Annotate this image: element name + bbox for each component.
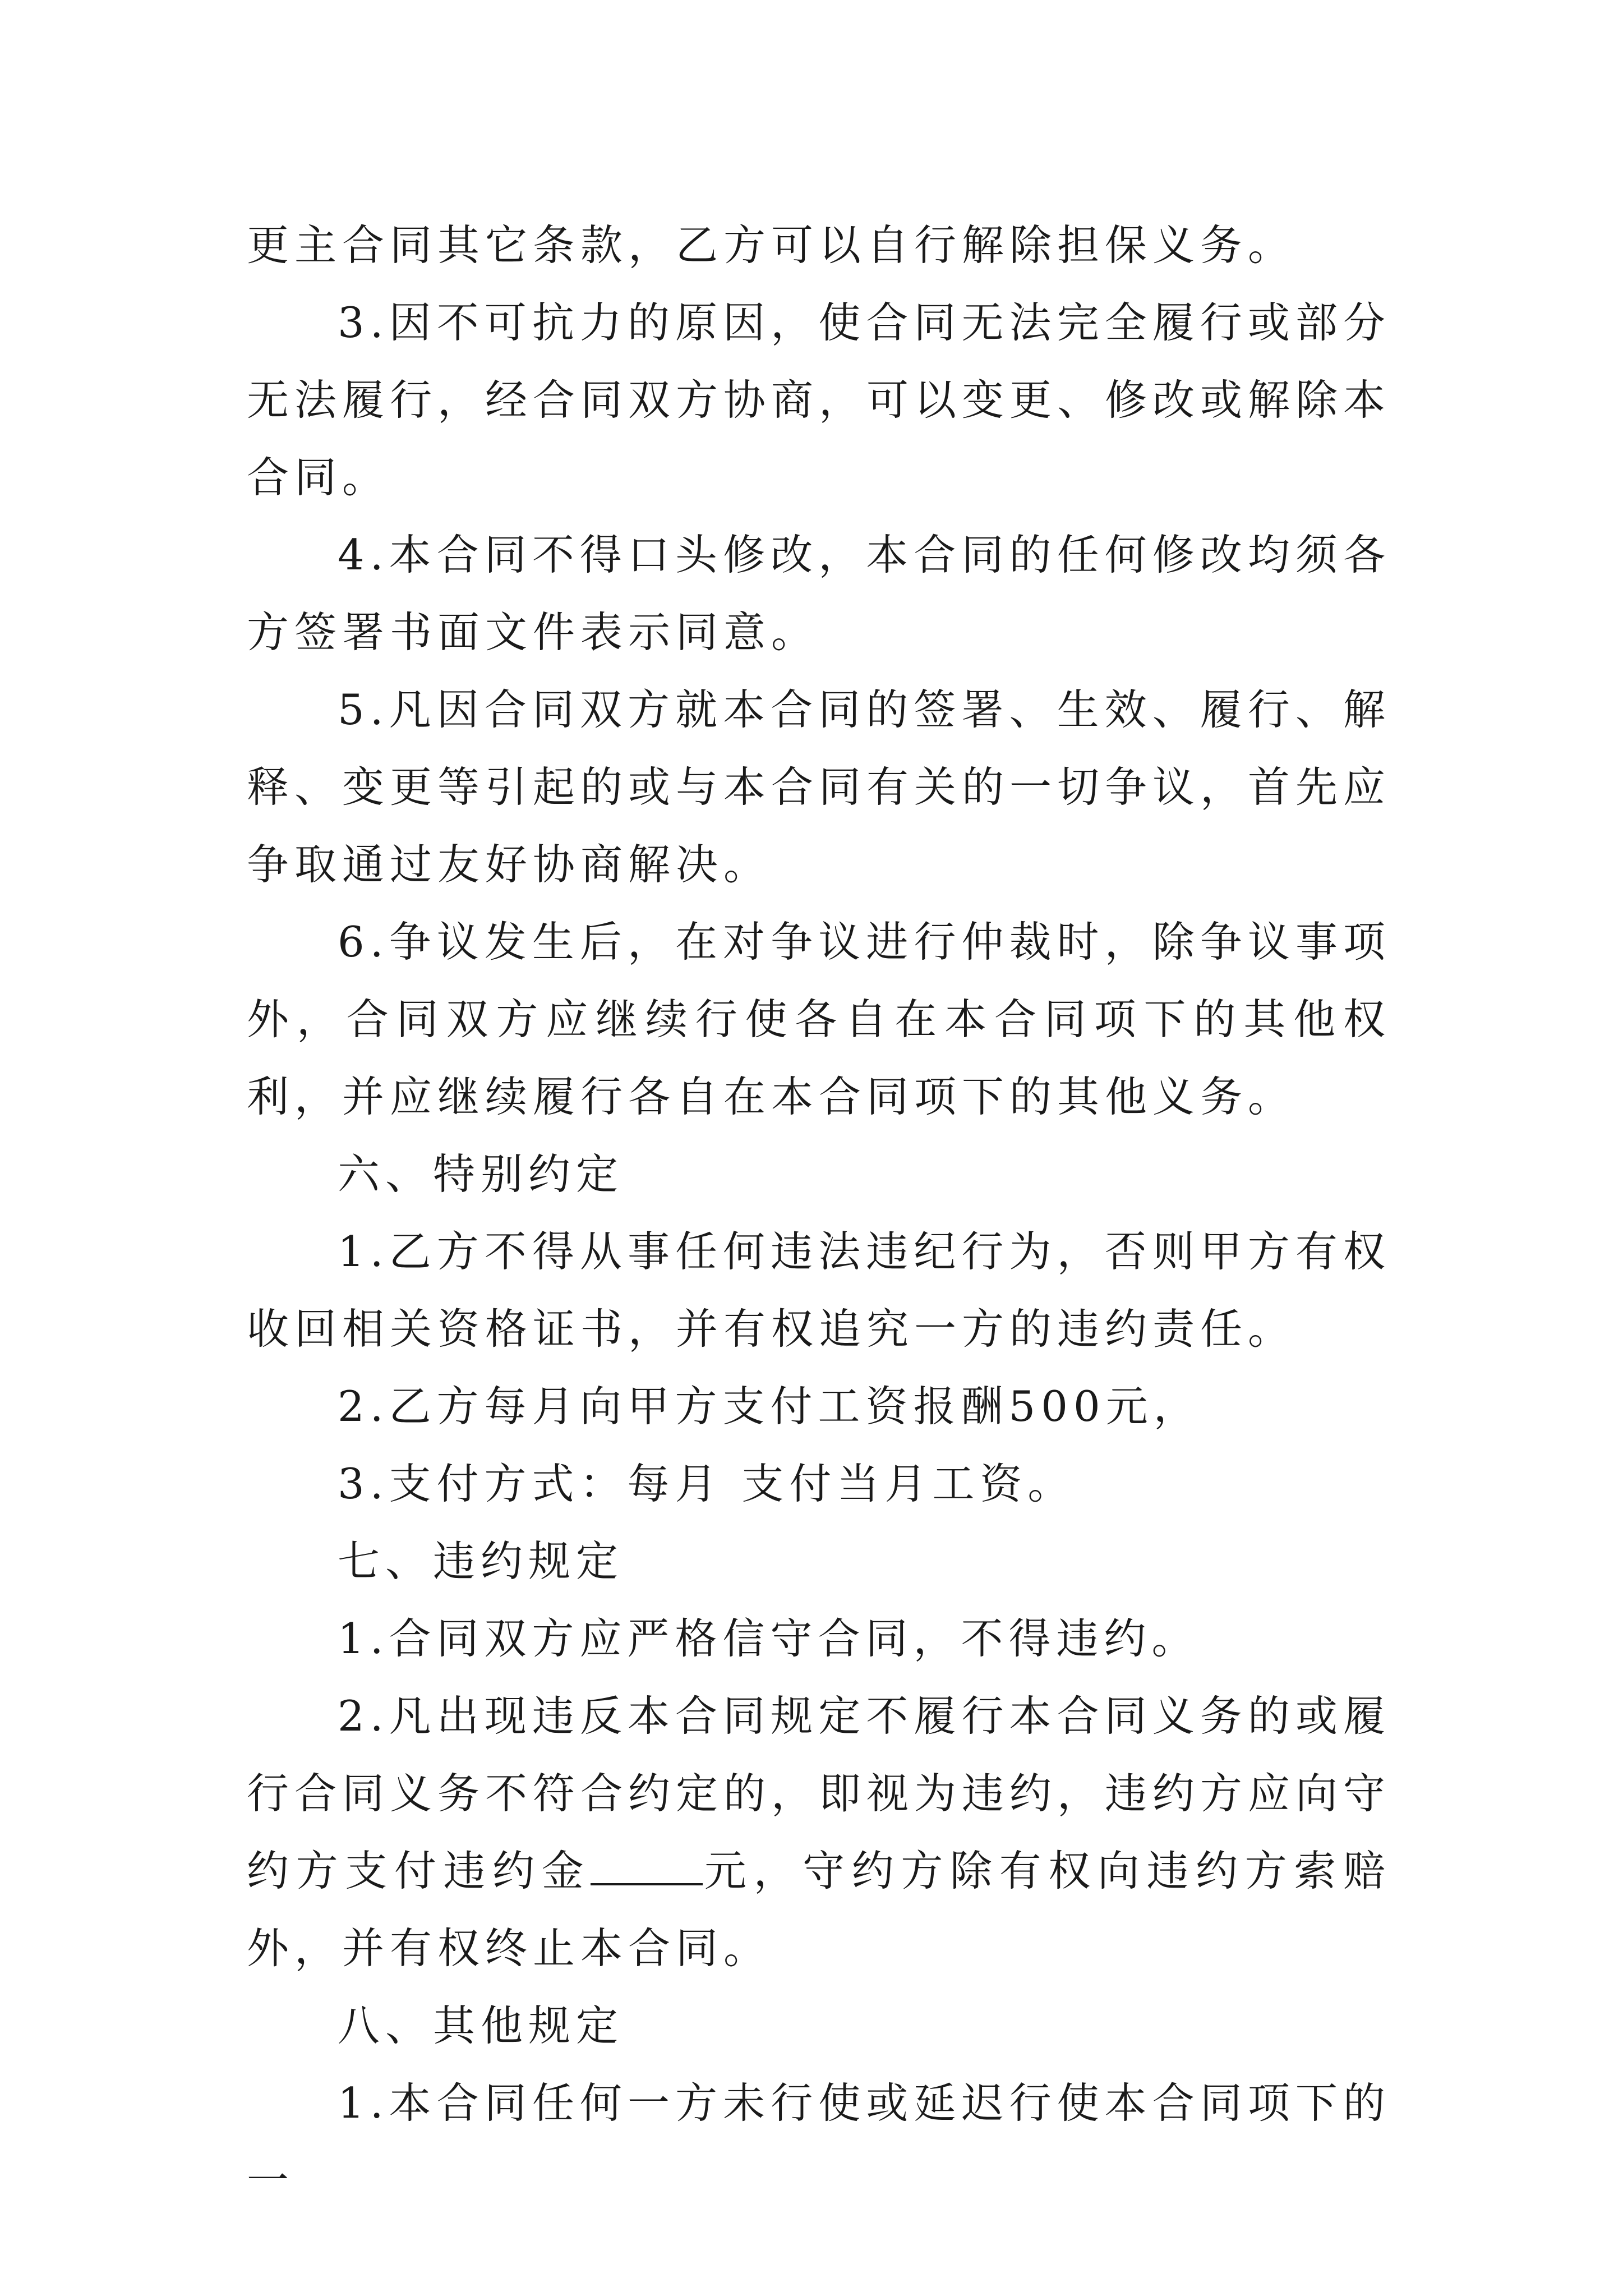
section-heading-special-terms: 六、特别约定 xyxy=(338,1149,624,1199)
paragraph-dispute-negotiation: 5.凡因合同双方就本合同的签署、生效、履行、解释、变更等引起的或与本合同有关的一切争议，首先应争取通过友好协商解决。 xyxy=(247,685,1391,889)
document-body xyxy=(247,206,1391,2219)
paragraph-no-illegal-conduct: 1.乙方不得从事任何违法违纪行为，否则甲方有权收回相关资格证书，并有权追究一方的违约责任。 xyxy=(247,1227,1391,1354)
penalty-clause-text-before: 2.凡出现违反本合同规定不履行本合同义务的或履行合同义务不符合约定的，即视为违约，违约方应向守约方支付违约金 xyxy=(247,1691,1391,1895)
paragraph-force-majeure: 3.因不可抗力的原因，使合同无法完全履行或部分无法履行，经合同双方协商，可以变更、修改或解除本合同。 xyxy=(247,298,1391,502)
penalty-clause-text-after: 元，守约方除有权向违约方索赔外，并有权终止本合同。 xyxy=(247,1846,1391,1973)
section-heading-breach: 七、违约规定 xyxy=(338,1536,624,1586)
paragraph-honor-contract: 1.合同双方应严格信守合同，不得违约。 xyxy=(338,1614,1200,1663)
paragraph-continuation: 更主合同其它条款，乙方可以自行解除担保义务。 xyxy=(247,220,1296,270)
section-heading-other-provisions: 八、其他规定 xyxy=(338,2001,624,2050)
paragraph-payment-method: 3.支付方式：每月 支付当月工资。 xyxy=(338,1459,1076,1508)
paragraph-dispute-arbitration: 6.争议发生后，在对争议进行仲裁时，除争议事项外，合同双方应继续行使各自在本合同项下的其他权利，并应继续履行各自在本合同项下的其他义务。 xyxy=(247,917,1391,1121)
paragraph-penalty-clause xyxy=(247,1677,1391,1987)
paragraph-no-oral-modification: 4.本合同不得口头修改，本合同的任何修改均须各方签署书面文件表示同意。 xyxy=(247,530,1391,657)
penalty-amount-blank xyxy=(591,1849,703,1885)
paragraph-waiver: 1.本合同任何一方未行使或延迟行使本合同项下的一 xyxy=(247,2078,1391,2205)
paragraph-monthly-salary: 2.乙方每月向甲方支付工资报酬500元， xyxy=(338,1382,1201,1431)
